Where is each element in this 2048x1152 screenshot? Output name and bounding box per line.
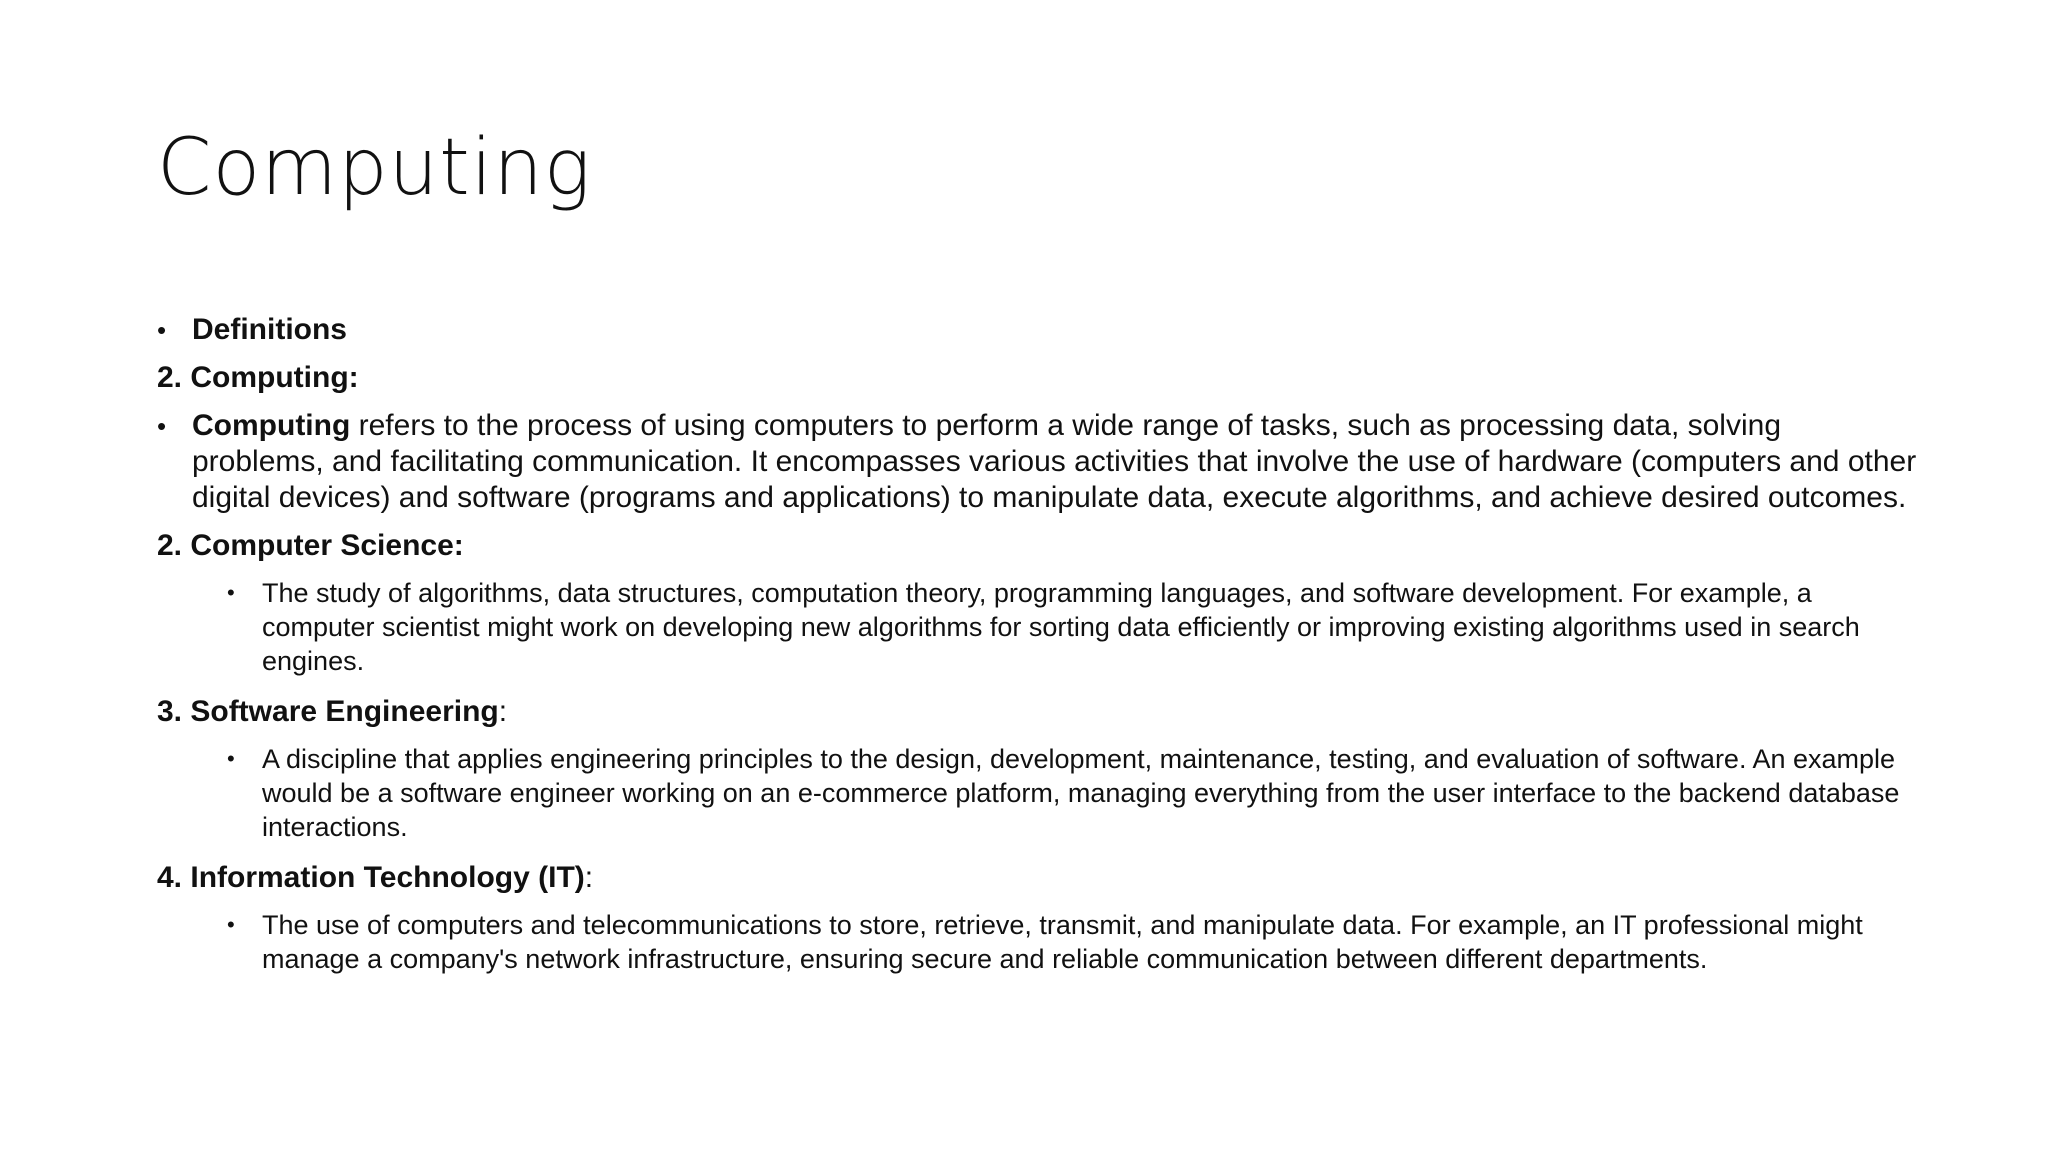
bullet-icon: •: [227, 580, 235, 605]
se-desc-text: A discipline that applies engineering principles to the design, development, maintenance, testing, and evaluation of software. An example would be a software engineer working on an e-commerce platform, managing everything from the user interface to the backend database interactions.: [262, 744, 1900, 842]
se-heading: 3. Software Engineering: [157, 695, 499, 728]
slide-title: Computing: [157, 123, 592, 213]
it-colon: :: [584, 861, 594, 894]
computing-heading: 2. Computing:: [157, 361, 359, 394]
it-heading: 4. Information Technology (IT): [157, 861, 585, 894]
it-description: [227, 908, 1902, 976]
bullet-icon: •: [157, 315, 167, 345]
definitions-label: Definitions: [192, 313, 347, 346]
bullet-icon: •: [227, 746, 235, 771]
computing-term: Computing: [192, 409, 351, 442]
slide-content: [157, 312, 1917, 992]
cs-heading-line: [157, 528, 1917, 564]
se-colon: :: [498, 695, 508, 728]
computing-heading-line: [157, 360, 1917, 396]
cs-desc-text: The study of algorithms, data structures, computation theory, programming languages, and software development. For example, a computer scientist might work on developing new algorithms for sorting data efficiently or improving existing algorithms used in search engines.: [262, 578, 1860, 676]
bullet-definitions: [157, 312, 1917, 348]
se-heading-line: [157, 694, 1917, 730]
computing-desc-text: refers to the process of using computers to perform a wide range of tasks, such as processing data, solving problems, and facilitating communication. It encompasses various activities that involve the use of hardware (computers and other digital devices) and software (programs and applications) to manipulate data, execute algorithms, and achieve desired outcomes.: [192, 409, 1917, 514]
computing-description: [157, 408, 1917, 516]
it-heading-line: [157, 860, 1917, 896]
cs-description: [227, 576, 1902, 678]
cs-heading: 2. Computer Science:: [157, 529, 464, 562]
it-desc-text: The use of computers and telecommunications to store, retrieve, transmit, and manipulate data. For example, an IT professional might manage a company's network infrastructure, ensuring secure and reliable communication between different departments.: [262, 910, 1863, 974]
se-description: [227, 742, 1902, 844]
bullet-icon: •: [157, 411, 167, 441]
bullet-icon: •: [227, 912, 235, 937]
